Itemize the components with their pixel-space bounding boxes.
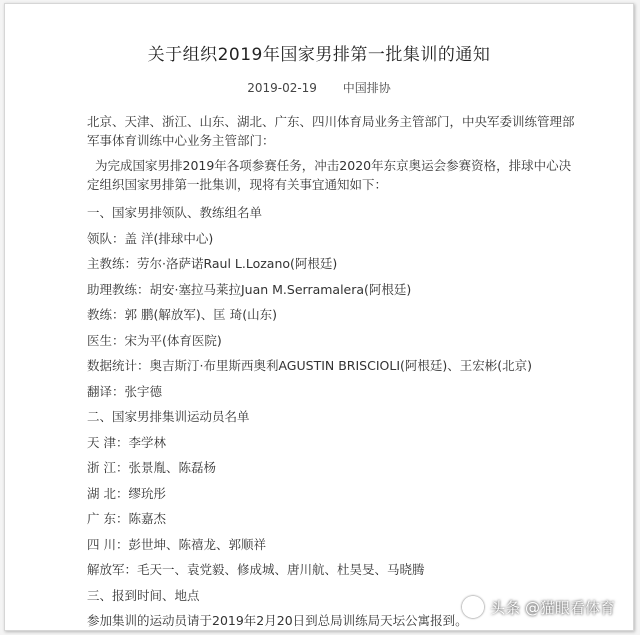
staff-leader: 领队：盖 洋(排球中心) xyxy=(87,230,214,246)
staff-assistant-coach: 助理教练：胡安·塞拉马莱拉Juan M.Serramalera(阿根廷) xyxy=(87,281,412,297)
staff-doctor: 医生：宋为平(体育医院) xyxy=(87,332,222,348)
document-frame xyxy=(4,3,634,631)
section-heading-staff: 一、国家男排领队、教练组名单 xyxy=(87,205,263,220)
athletes-zhejiang: 浙 江：张景胤、陈磊杨 xyxy=(87,460,216,475)
athletes-tianjin: 天 津：李学林 xyxy=(87,434,166,450)
document-body xyxy=(87,112,577,631)
watermark xyxy=(462,596,615,618)
athletes-pla: 解放军：毛天一、袁党毅、修成城、唐川航、杜昊旻、马晓腾 xyxy=(87,562,425,577)
staff-translator: 翻译：张宇德 xyxy=(87,383,163,399)
staff-head-coach: 主教练：劳尔·洛萨诺Raul L.Lozano(阿根廷) xyxy=(87,256,338,271)
intro-paragraph: 为完成国家男排2019年各项参赛任务，冲击2020年东京奥运会参赛资格，排球中心决定组织国家男排第一批集训，现将有关事宜通知如下： xyxy=(87,158,572,192)
staff-coaches: 教练：郭 鹏(解放军)、匡 琦(山东) xyxy=(87,307,277,322)
report-details: 参加集训的运动员请于2019年2月20日到总局训练局天坛公寓报到。 xyxy=(87,613,468,628)
section-heading-athletes: 二、国家男排集训运动员名单 xyxy=(87,409,250,424)
staff-statistics: 数据统计：奥吉斯汀·布里斯西奥利AGUSTIN BRISCIOLI(阿根廷)、王宏彬(北京) xyxy=(87,358,533,373)
toutiao-logo-icon xyxy=(462,596,484,618)
watermark-text: 头条 @猫眼看体育 xyxy=(490,598,615,617)
athletes-sichuan: 四 川：彭世坤、陈禧龙、郭顺祥 xyxy=(87,536,266,552)
athletes-guangdong: 广 东：陈嘉杰 xyxy=(87,511,166,526)
section-heading-report: 三、报到时间、地点 xyxy=(87,587,200,603)
athletes-hubei: 湖 北：缪玧彤 xyxy=(87,485,166,501)
publisher: 中国排协 xyxy=(342,81,391,95)
publish-date: 2019-02-19 xyxy=(247,81,317,95)
salutation: 北京、天津、浙江、山东、湖北、广东、四川体育局业务主管部门，中央军委训练管理部军事体育训练中心业务主管部门： xyxy=(87,114,575,148)
page-title: 关于组织2019年国家男排第一批集训的通知 xyxy=(147,45,491,65)
meta-line xyxy=(5,79,633,96)
